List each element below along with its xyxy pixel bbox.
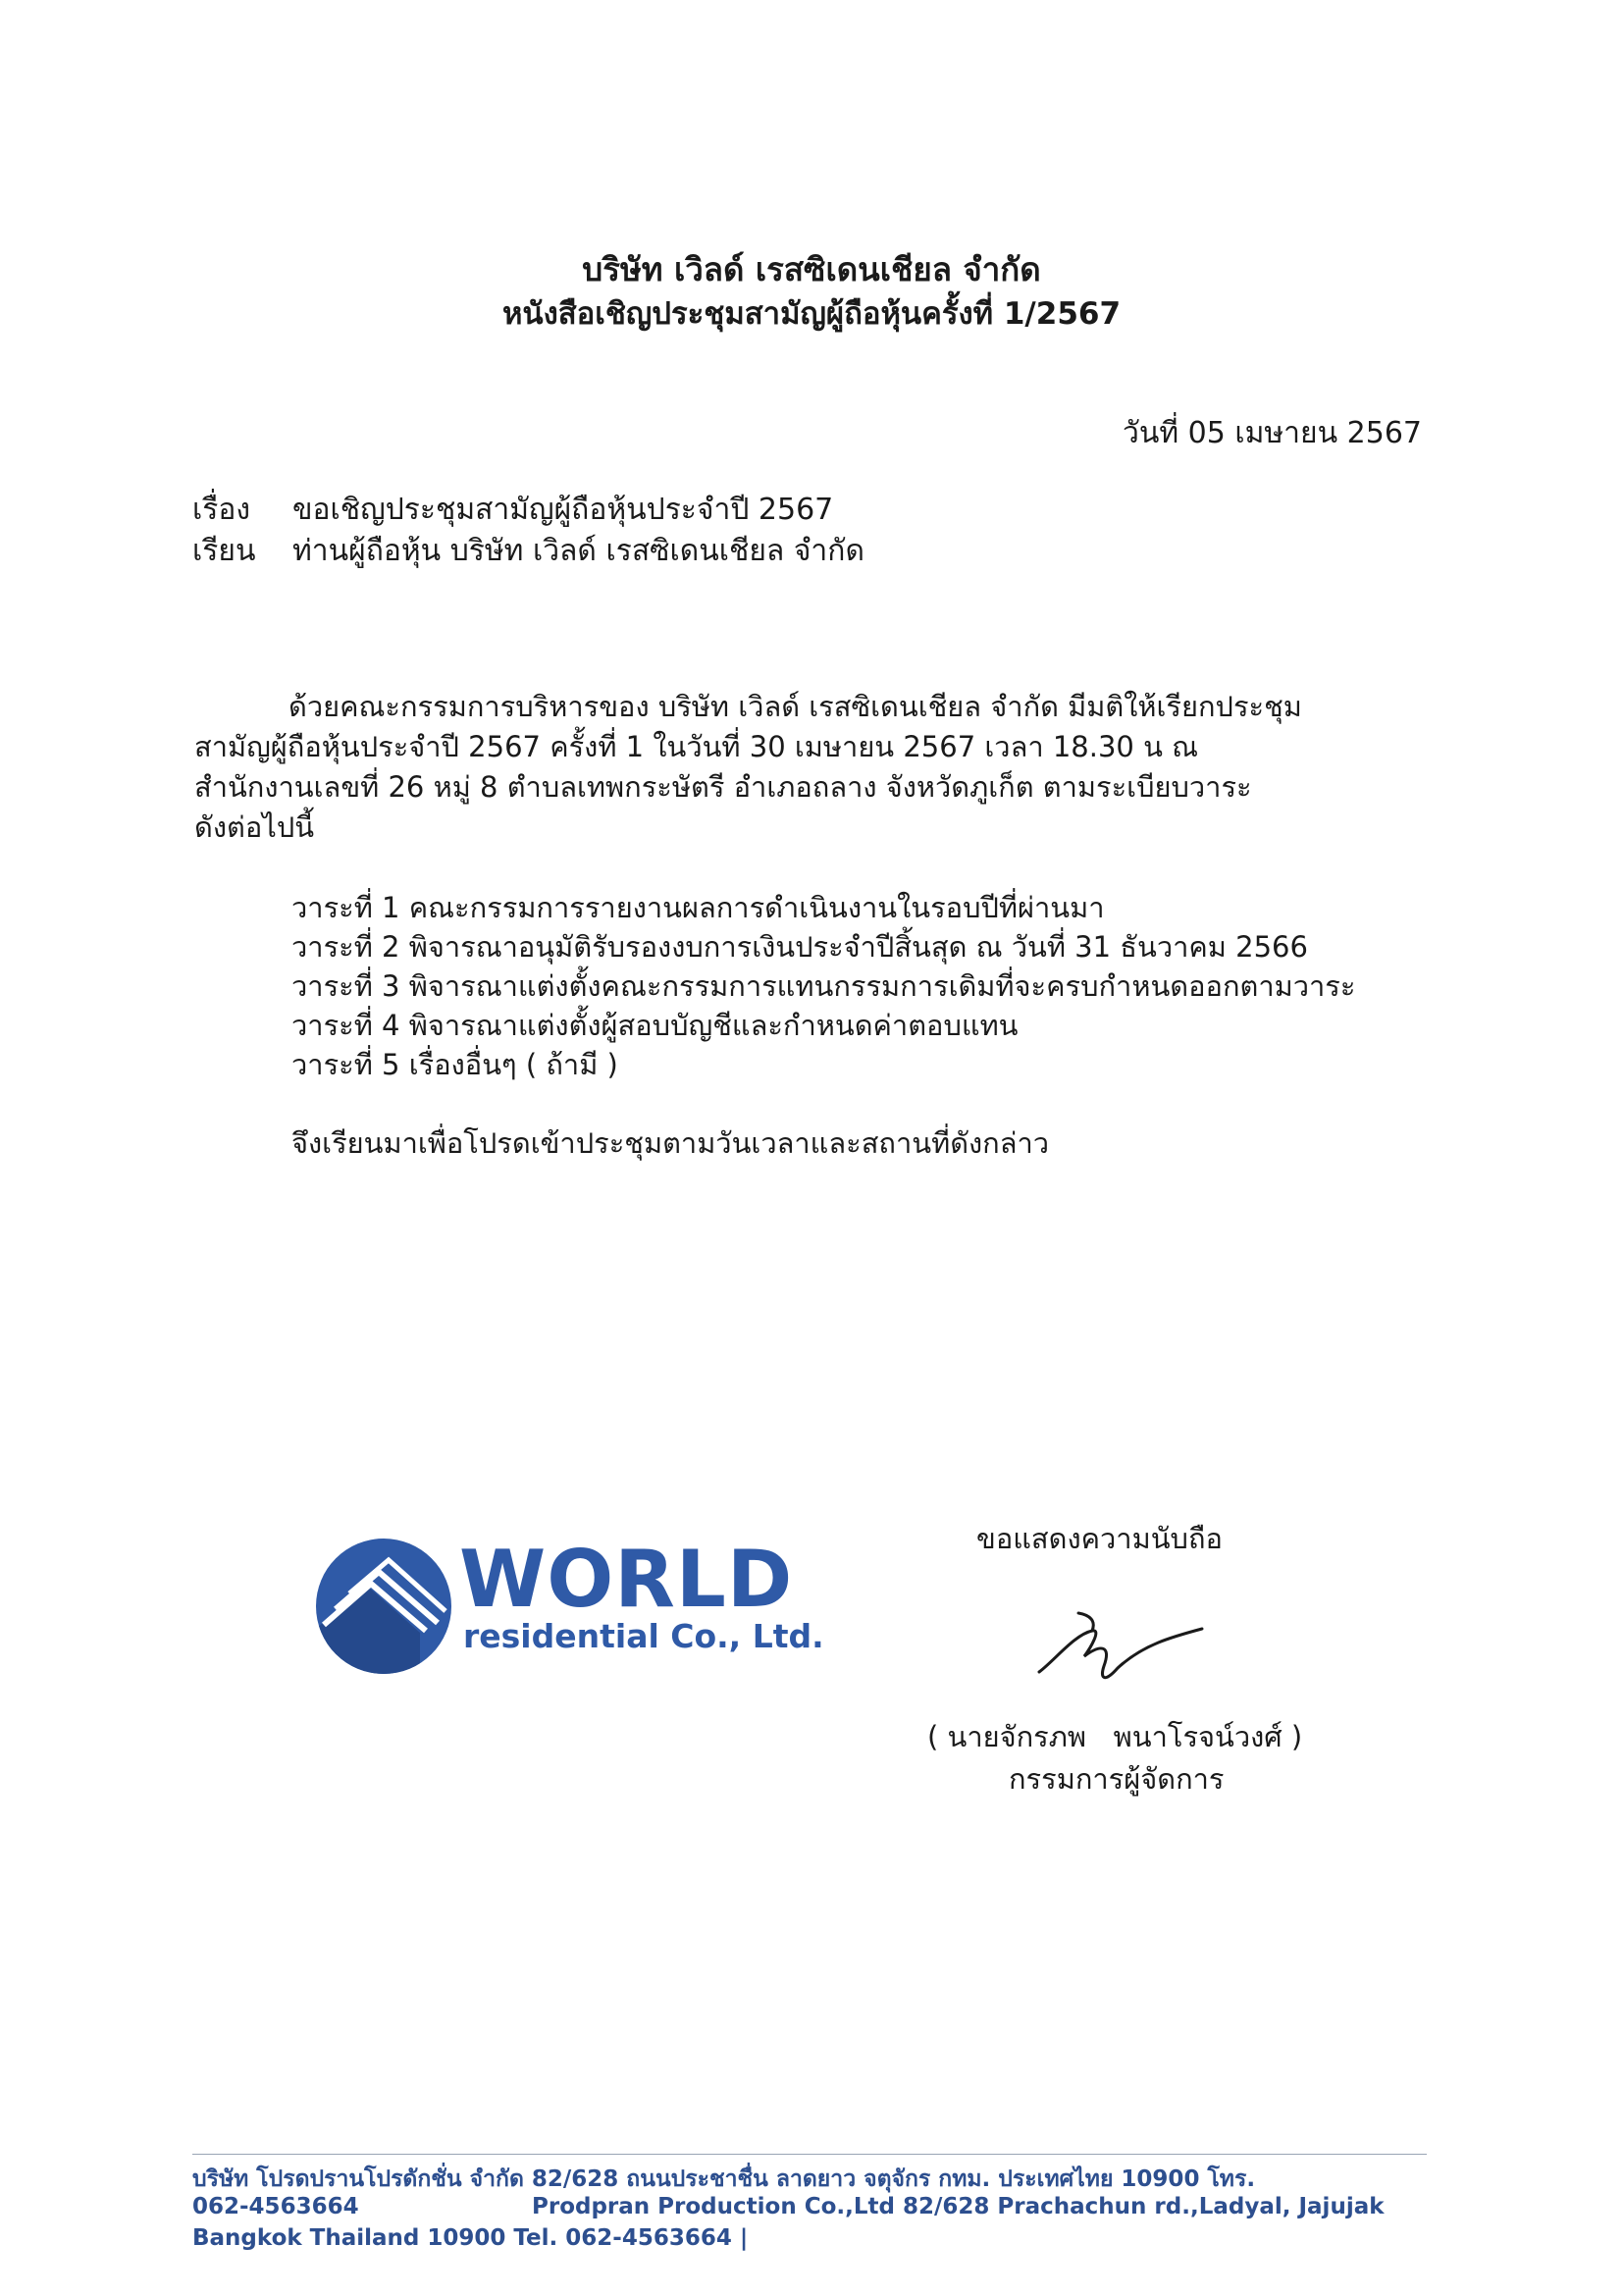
- document-title: หนังสือเชิญประชุมสามัญผู้ถือหุ้นครั้งที่ 1/2567: [501, 296, 1122, 332]
- recipient-label: เรียน: [192, 534, 256, 568]
- logo-wordmark: WORLD: [459, 1534, 794, 1625]
- footer-line-en: Prodpran Production Co.,Ltd 82/628 Prachachun rd.,Ladyal, Jajujak: [532, 2194, 1385, 2219]
- letter-date: วันที่ 05 เมษายน 2567: [1123, 416, 1422, 450]
- body-paragraph: [194, 687, 1431, 848]
- agenda-item: วาระที่ 5 เรื่องอื่นๆ ( ถ้ามี ): [291, 1048, 618, 1081]
- closing-line: จึงเรียนมาเพื่อโปรดเข้าประชุมตามวันเวลาและสถานที่ดังกล่าว: [291, 1126, 1050, 1160]
- body-line: ดังต่อไปนี้: [194, 810, 315, 844]
- footer-phone: 062-4563664: [192, 2194, 359, 2219]
- agenda-item: วาระที่ 2 พิจารณาอนุมัติรับรองงบการเงินประจำปีสิ้นสุด ณ วันที่ 31 ธันวาคม 2566: [291, 930, 1308, 964]
- company-title: บริษัท เวิลด์ เรสซิเดนเชียล จำกัด: [582, 250, 1041, 288]
- company-logo-icon: [316, 1539, 451, 1674]
- footer-address-en: Bangkok Thailand 10900 Tel. 062-4563664 |: [192, 2225, 749, 2251]
- footer-line-th: บริษัท โปรดปรานโปรดักชั่น จำกัด 82/628 ถนนประชาชื่น ลาดยาว จตุจักร กทม. ประเทศไทย 10900 โทร.: [192, 2166, 1256, 2192]
- body-line: สามัญผู้ถือหุ้นประจำปี 2567 ครั้งที่ 1 ในวันที่ 30 เมษายน 2567 เวลา 18.30 น ณ: [194, 730, 1199, 763]
- subject-label: เรื่อง: [192, 493, 251, 527]
- signatory-name: ( นายจักรภพ พนาโรจน์วงศ์ ): [927, 1720, 1303, 1753]
- subject-text: ขอเชิญประชุมสามัญผู้ถือหุ้นประจำปี 2567: [292, 493, 834, 527]
- regards-text: ขอแสดงความนับถือ: [976, 1522, 1223, 1555]
- footer-divider: [192, 2154, 1427, 2155]
- handwritten-signature: [1035, 1609, 1212, 1688]
- recipient-text: ท่านผู้ถือหุ้น บริษัท เวิลด์ เรสซิเดนเชียล จำกัด: [292, 534, 864, 568]
- signatory-position: กรรมการผู้จัดการ: [1009, 1762, 1225, 1796]
- agenda-item: วาระที่ 1 คณะกรรมการรายงานผลการดำเนินงานในรอบปีที่ผ่านมา: [291, 891, 1105, 924]
- agenda-item: วาระที่ 4 พิจารณาแต่งตั้งผู้สอบบัญชีและกำหนดค่าตอบแทน: [291, 1009, 1019, 1042]
- logo-subtitle: residential Co., Ltd.: [463, 1617, 824, 1655]
- agenda-item: วาระที่ 3 พิจารณาแต่งตั้งคณะกรรมการแทนกรรมการเดิมที่จะครบกำหนดออกตามวาระ: [291, 969, 1356, 1003]
- body-line: ด้วยคณะกรรมการบริหารของ บริษัท เวิลด์ เรสซิเดนเชียล จำกัด มีมติให้เรียกประชุม: [288, 690, 1302, 723]
- body-line: สำนักงานเลขที่ 26 หมู่ 8 ตำบลเทพกระษัตรี อำเภอถลาง จังหวัดภูเก็ต ตามระเบียบวาระ: [194, 770, 1252, 804]
